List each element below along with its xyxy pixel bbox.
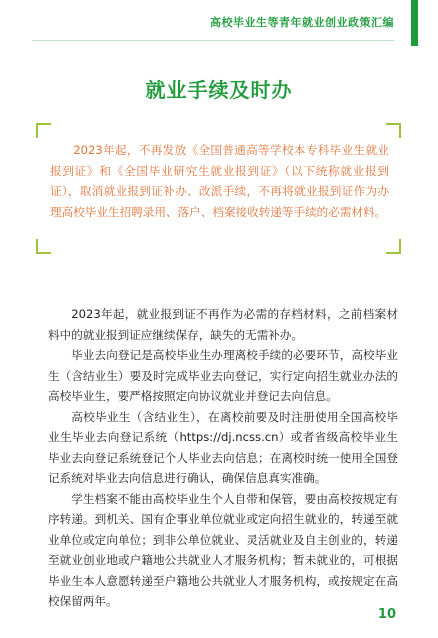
callout-box [36,123,401,254]
callout-corner-top-right [386,123,401,138]
callout-corner-top-left [36,123,51,138]
callout-corner-bottom-right [386,239,401,254]
body-paragraph-3: 高校毕业生（含结业生），在离校前要及时注册使用全国高校毕业生毕业去向登记系统（https://dj.ncss.cn）或者省级高校毕业生毕业去向登记系统登记个人毕业去向信息；在离校时统一使用全国登记系统对毕业去向信息进行确认，确保信息真实准确。 [48,409,398,485]
body-text [48,304,398,612]
page-number: 10 [377,607,396,622]
body-paragraph-1: 2023年起，就业报到证不再作为必需的存档材料，之前档案材料中的就业报到证应继续保存，缺失的无需补办。 [48,307,398,342]
running-header-title: 高校毕业生等青年就业创业政策汇编 [210,16,394,29]
callout-text: 2023年起，不再发放《全国普通高等学校本专科毕业生就业报到证》和《全国毕业研究生就业报到证》（以下统称就业报到证），取消就业报到证补办、改派手续，不再将就业报到证作为办理高校毕业生招聘录用、落户、档案接收转递等手续的必需材料。 [50,143,389,219]
section-title: 就业手续及时办 [145,78,293,102]
header-accent-bar [411,0,418,46]
body-paragraph-2: 毕业去向登记是高校毕业生办理离校手续的必要环节，高校毕业生（含结业生）要及时完成毕业去向登记，实行定向招生就业办法的高校毕业生，要严格按照定向协议就业并登记去向信息。 [48,348,398,403]
header-divider [32,40,394,41]
body-paragraph-4: 学生档案不能由高校毕业生个人自带和保管，要由高校按规定有序转递。到机关、国有企事业单位就业或定向招生就业的，转递至就业单位或定向单位；到非公单位就业、灵活就业及自主创业的，转递至就业创业地或户籍地公共就业人才服务机构；暂未就业的，可根据毕业生本人意愿转递至户籍地公共就业人才服务机构，或按规定在高校保留两年。 [48,491,398,608]
callout-corner-bottom-left [36,239,51,254]
